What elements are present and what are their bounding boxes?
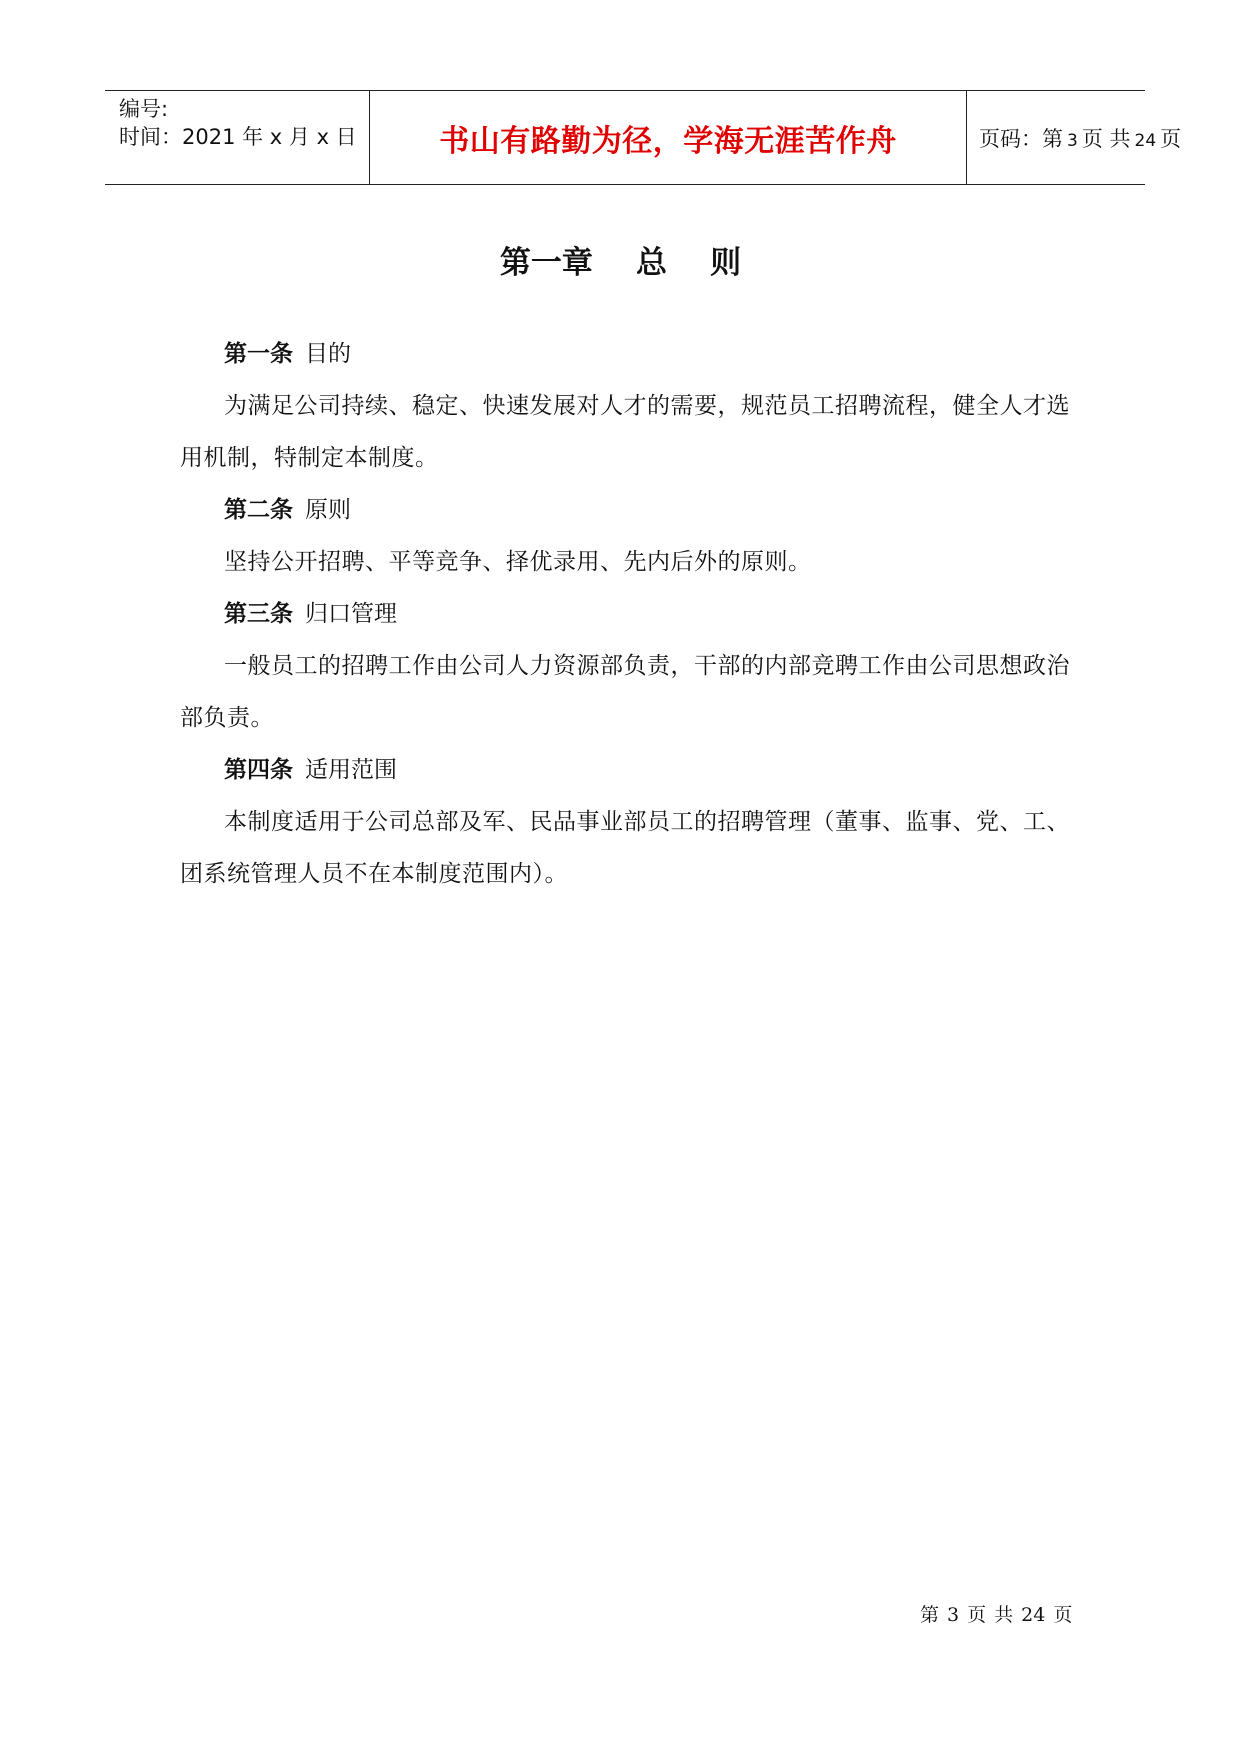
footer-total: 24 bbox=[1021, 1604, 1046, 1626]
article-label: 第三条 bbox=[224, 601, 293, 627]
article-title: 适用范围 bbox=[305, 757, 397, 783]
page-current: 3 bbox=[1067, 130, 1078, 151]
article-heading bbox=[180, 744, 1080, 796]
footer-word: 第 bbox=[920, 1604, 940, 1626]
article-title: 原则 bbox=[305, 497, 351, 523]
article-heading bbox=[180, 484, 1080, 536]
page-mid: 页 共 bbox=[1081, 126, 1131, 151]
article-body: 本制度适用于公司总部及军、民品事业部员工的招聘管理（董事、监事、党、工、团系统管理人员不在本制度范围内）。 bbox=[180, 809, 1070, 887]
page-footer bbox=[920, 1600, 1080, 1627]
article-label: 第一条 bbox=[224, 341, 293, 367]
chapter-title: 第一章 总 则 bbox=[499, 245, 742, 281]
footer-word: 页 bbox=[1053, 1604, 1073, 1626]
article-label: 第二条 bbox=[224, 497, 293, 523]
date-text: 时间：2021 年 x 月 x 日 bbox=[119, 125, 357, 149]
article-title: 目的 bbox=[305, 341, 351, 367]
article-body: 坚持公开招聘、平等竞争、择优录用、先内后外的原则。 bbox=[224, 549, 812, 575]
article-heading bbox=[180, 328, 1080, 380]
article-heading bbox=[180, 588, 1080, 640]
document-header bbox=[105, 90, 1182, 185]
serial-number-label: 编号: bbox=[119, 97, 169, 121]
document-body bbox=[180, 328, 1080, 900]
motto-text: 书山有路勤为径，学海无涯苦作舟 bbox=[439, 123, 897, 159]
header-page-indicator bbox=[979, 123, 1181, 153]
article-title: 归口管理 bbox=[305, 601, 397, 627]
header-motto-cell bbox=[370, 91, 967, 184]
header-left-cell bbox=[105, 91, 370, 184]
article-label: 第四条 bbox=[224, 757, 293, 783]
article-body: 一般员工的招聘工作由公司人力资源部负责，干部的内部竞聘工作由公司思想政治部负责。 bbox=[180, 653, 1070, 731]
article-body: 为满足公司持续、稳定、快速发展对人才的需要，规范员工招聘流程，健全人才选用机制，特制定本制度。 bbox=[180, 393, 1070, 471]
header-page-cell bbox=[967, 91, 1182, 184]
page-total: 24 bbox=[1134, 130, 1157, 151]
footer-word: 页 bbox=[967, 1604, 987, 1626]
page-suffix: 页 bbox=[1160, 126, 1182, 151]
footer-word: 共 bbox=[994, 1604, 1014, 1626]
footer-current: 3 bbox=[947, 1604, 960, 1626]
page-prefix: 页码：第 bbox=[979, 126, 1063, 151]
